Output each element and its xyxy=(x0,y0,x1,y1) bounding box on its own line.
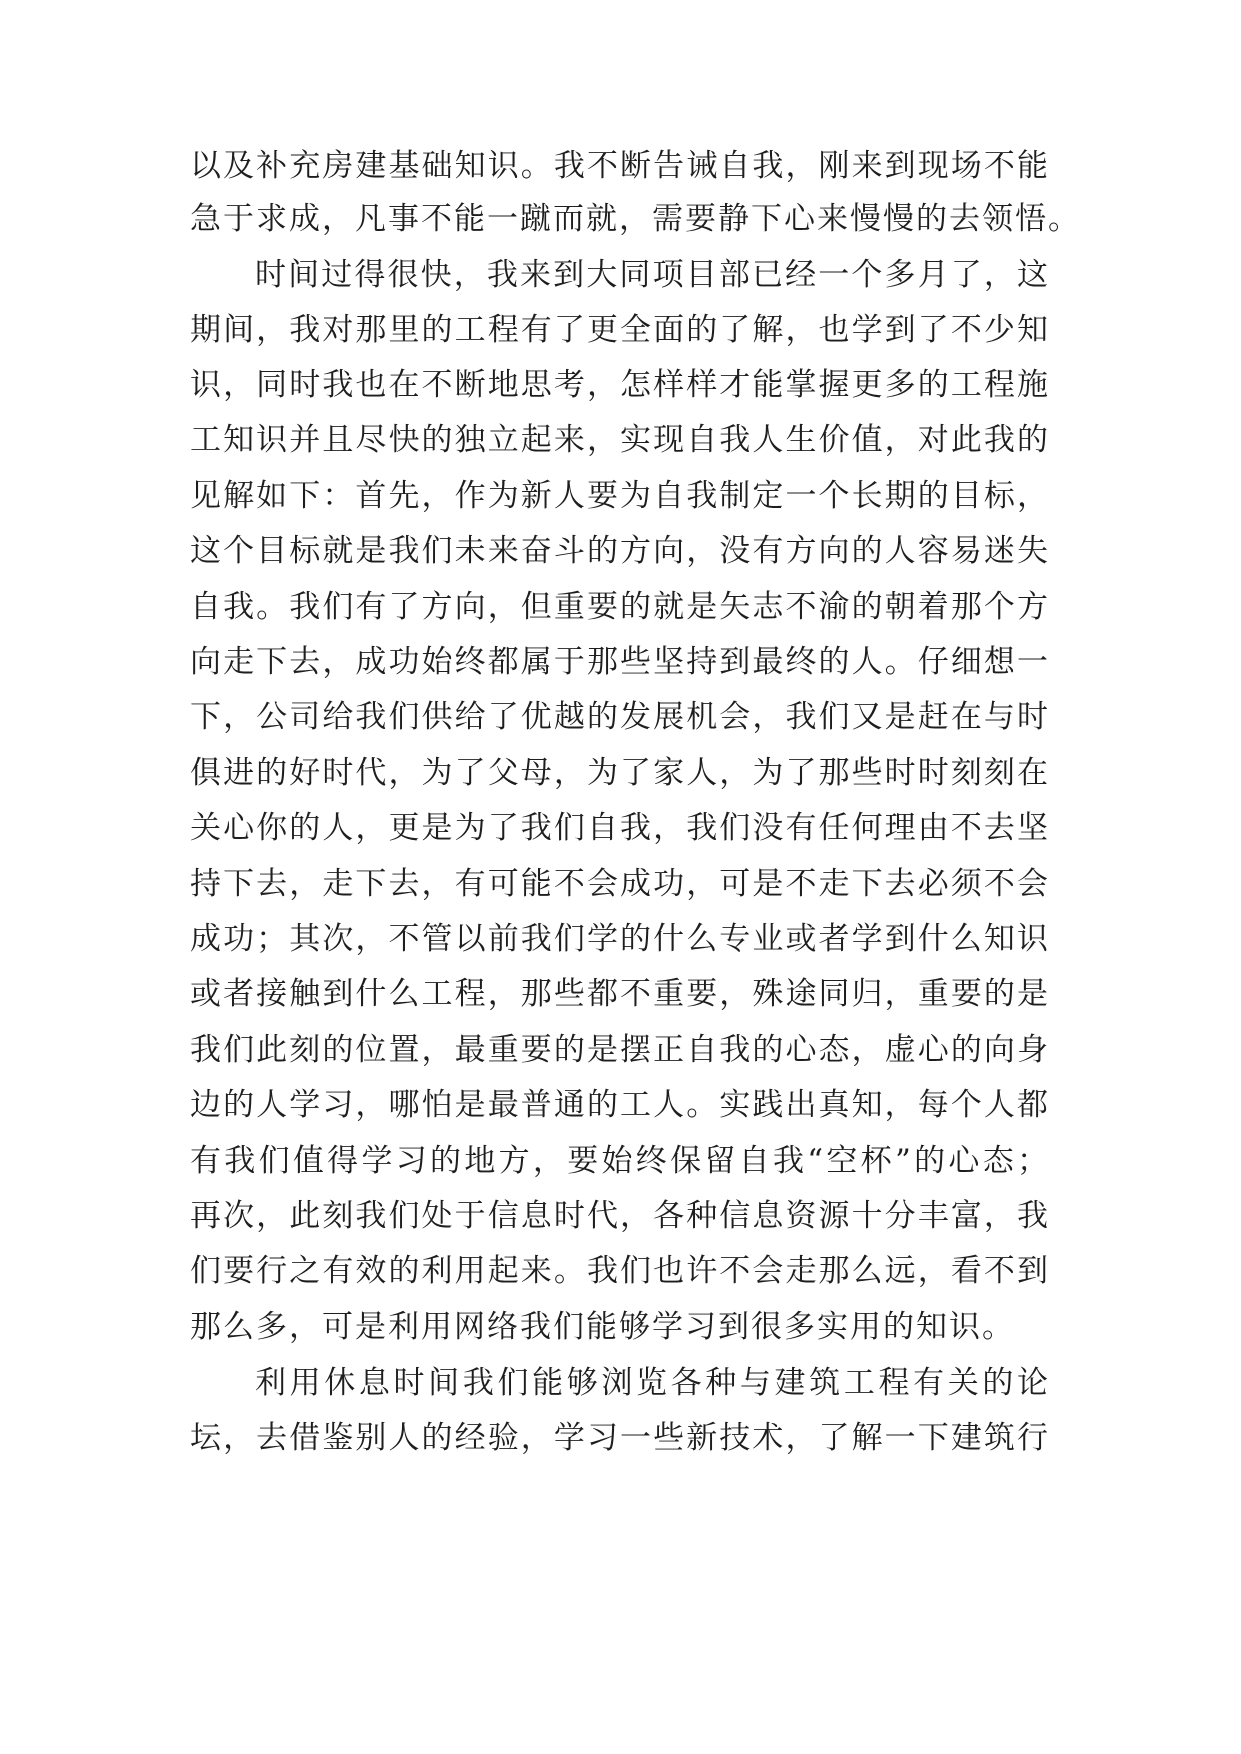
text-line: 以及补充房建基础知识。我不断告诫自我，刚来到现场不能 xyxy=(190,148,1050,184)
text-line: 坛，去借鉴别人的经验，学习一些新技术，了解一下建筑行 xyxy=(190,1420,1050,1456)
text-line: 再次，此刻我们处于信息时代，各种信息资源十分丰富，我 xyxy=(190,1198,1050,1234)
text-line: 下，公司给我们供给了优越的发展机会，我们又是赶在与时 xyxy=(190,699,1050,735)
text-line: 持下去，走下去，有可能不会成功，可是不走下去必须不会 xyxy=(190,866,1050,902)
text-line: 向走下去，成功始终都属于那些坚持到最终的人。仔细想一 xyxy=(190,644,1050,680)
text-line: 这个目标就是我们未来奋斗的方向，没有方向的人容易迷失 xyxy=(190,533,1050,569)
text-line: 成功；其次，不管以前我们学的什么专业或者学到什么知识 xyxy=(190,921,1050,957)
paragraph-first-line: 利用休息时间我们能够浏览各种与建筑工程有关的论 xyxy=(255,1365,1050,1401)
text-line: 见解如下：首先，作为新人要为自我制定一个长期的目标， xyxy=(190,478,1050,514)
paragraph-first-line: 时间过得很快，我来到大同项目部已经一个多月了，这 xyxy=(255,257,1050,293)
text-line: 识，同时我也在不断地思考，怎样样才能掌握更多的工程施 xyxy=(190,367,1050,403)
text-line: 或者接触到什么工程，那些都不重要，殊途同归，重要的是 xyxy=(190,976,1050,1012)
text-line: 自我。我们有了方向，但重要的就是矢志不渝的朝着那个方 xyxy=(190,589,1050,625)
text-line: 工知识并且尽快的独立起来，实现自我人生价值，对此我的 xyxy=(190,422,1050,458)
text-line: 有我们值得学习的地方，要始终保留自我“空杯”的心态； xyxy=(190,1143,1050,1179)
text-line: 俱进的好时代，为了父母，为了家人，为了那些时时刻刻在 xyxy=(190,755,1050,791)
text-line: 关心你的人，更是为了我们自我，我们没有任何理由不去坚 xyxy=(190,810,1050,846)
text-line: 们要行之有效的利用起来。我们也许不会走那么远，看不到 xyxy=(190,1253,1050,1289)
text-line: 我们此刻的位置，最重要的是摆正自我的心态，虚心的向身 xyxy=(190,1032,1050,1068)
text-line: 边的人学习，哪怕是最普通的工人。实践出真知，每个人都 xyxy=(190,1087,1050,1123)
text-line: 期间，我对那里的工程有了更全面的了解，也学到了不少知 xyxy=(190,312,1050,348)
text-line: 那么多，可是利用网络我们能够学习到很多实用的知识。 xyxy=(190,1309,1015,1345)
text-line: 急于求成，凡事不能一蹴而就，需要静下心来慢慢的去领悟。 xyxy=(190,201,1081,237)
